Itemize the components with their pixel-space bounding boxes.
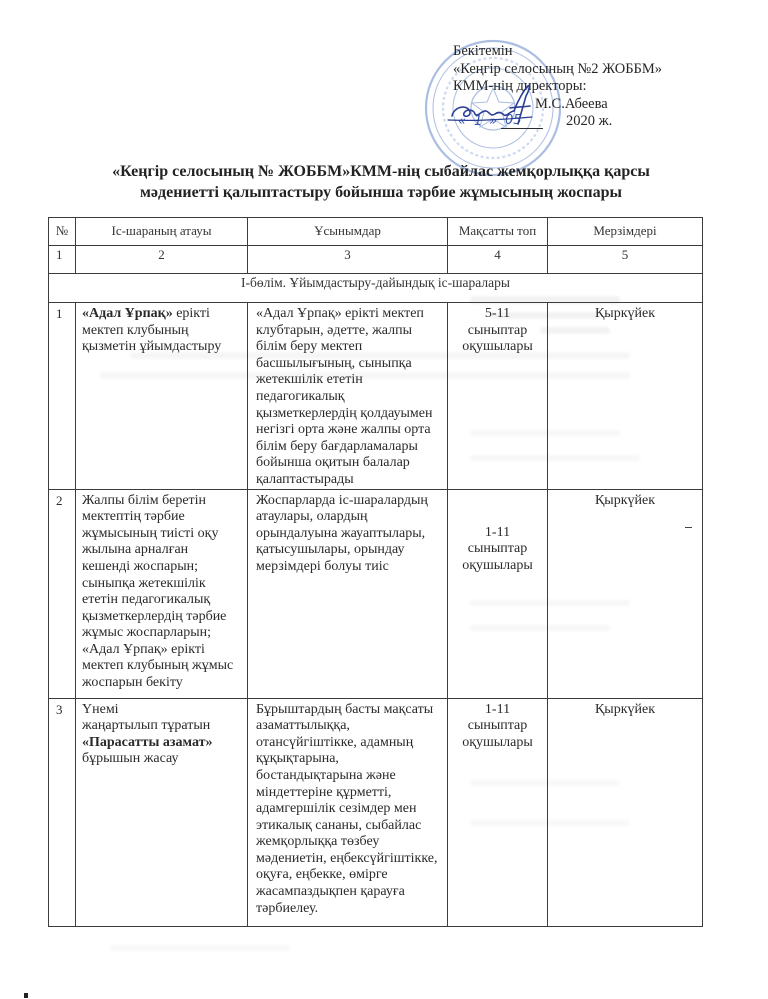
text-line: бойынша оқитын балалар [256,455,410,471]
approval-director-name: М.С.Абеева [535,95,608,112]
club-name-bold: «Адал Ұрпақ» [82,306,173,321]
text-line: 5-11 [484,306,511,321]
column-number: 1 [49,246,76,274]
text-line: жоспарын бекіту [82,675,183,691]
text-line: негізгі орта және жалпы орта [256,422,431,438]
text-line: бостандықтарына және [256,767,396,783]
text-line: сыныптар [467,322,528,338]
text-line: жасампаздықпен қарауға [256,884,405,900]
text-line: Жоспарларда іс-шаралардың [256,492,428,508]
row-number: 2 [49,489,76,698]
recommendation [248,489,448,698]
text-line: оқушылары [462,339,533,355]
date-day: 1 [474,114,483,130]
text-line: Үнемі [82,701,119,717]
text-line: сыныптар [467,541,528,557]
text-fragment: ерікті [172,306,210,321]
plan-table [48,217,703,927]
target-group [448,303,548,490]
approval-school: «Кеңгір селосының №2 ЖОББМ» [453,60,662,77]
column-number: 3 [248,246,448,274]
text-line: оқушылары [462,557,533,573]
text-line: мектеп клубының жұмыс [82,658,234,674]
text-line: атаулары, олардың [256,509,368,525]
text-line: азаматтылыққа, [256,718,350,734]
table-row [49,303,703,490]
deadline: Қыркүйек [548,303,703,490]
text-line: сыныпқа жетекшілік [82,575,206,591]
title-line-1: «Кеңгір селосының № ЖОББМ»КММ-нің сыбайлас жемқорлыққа қарсы [112,163,650,180]
text-line: бұрышын жасау [82,751,179,767]
deadline [548,489,703,698]
section-row [49,274,703,303]
text-line: білім беру бағдарламалары [256,438,418,454]
section-title: І-бөлім. Ұйымдастыру-дайындық іс-шаралары [49,274,703,303]
header-event-name: Іс-шараның атауы [76,218,248,246]
corner-name-bold: «Парасатты азамат» [82,734,213,750]
deadline: Қыркүйек [548,698,703,926]
column-number: 5 [548,246,703,274]
text-line [82,306,241,323]
text-line: қызметкерлердің тәрбие [82,608,227,624]
event-name [76,303,248,490]
text-line: қатысушылары, орындау [256,542,405,558]
deadline-text: Қыркүйек [594,492,656,508]
scan-mark [24,993,28,998]
text-line: «Адал Ұрпақ» ерікті [82,641,205,657]
text-line: қалаптастырады [256,471,354,487]
row-number: 1 [49,303,76,490]
table-row [49,489,703,698]
text-line: Бұрыштардың басты мақсаты [256,701,434,717]
text-line: 1-11 [484,701,511,717]
text-line: жетекшілік ететін [256,372,363,388]
title-line-2: мәдениетті қалыптастыру бойынша тәрбие жұмысының жоспары [140,184,622,201]
text-line: ететін педагогикалық [82,592,211,608]
text-line: оқушылары [462,734,533,750]
header-number: № [49,218,76,246]
text-line: мектеп клубының [82,322,189,338]
column-number: 2 [76,246,248,274]
text-line: сыныптар [467,718,528,734]
approval-heading: Бекітемін [453,43,513,59]
text-line: отансүйгіштікке, адамның [256,734,414,750]
text-line: жаңартылып тұратын [82,718,211,734]
event-name [76,698,248,926]
text-line: білім беру мектеп [256,339,363,355]
text-line: «Адал Ұрпақ» ерікті мектеп [256,306,424,321]
signature-icon [440,80,550,140]
target-group [448,698,548,926]
recommendation [248,698,448,926]
header-recommendations: Ұсынымдар [248,218,448,246]
text-line: мектептің тәрбие [82,509,185,525]
header-target-group: Мақсатты топ [448,218,548,246]
text-line: клубтарын, әдетте, жалпы [256,322,413,338]
column-number: 4 [448,246,548,274]
text-line: құқықтарына, [256,751,339,767]
text-line: адамгершілік сезімдер мен [256,801,417,817]
text-line: жылына арналған [82,542,189,558]
text-line: жұмысының тиісті оқу [82,525,219,541]
text-line: жұмыс жоспарларын; [82,625,212,641]
table-header-row [49,218,703,246]
text-line: оқуға, еңбекке, өмірге [256,867,388,883]
text-line: Жалпы білім беретін [82,492,207,508]
text-line: мәдениетін, еңбексүйгіштікке, [256,850,438,866]
text-line: педагогикалық [256,388,345,404]
document-title [0,161,762,203]
text-line: 1-11 [484,524,511,540]
text-line: мерзімдері болуы тиіс [256,558,389,574]
pen-mark [685,527,692,529]
date-month: 05 [501,112,543,129]
text-line: орындалуына жауаптылары, [256,525,426,541]
date-quote-close: » [489,114,498,130]
text-line: қызметкерлердің қолдауымен [256,405,433,421]
event-name [76,489,248,698]
text-line: қызметін ұйымдастыру [82,339,222,355]
row-number: 3 [49,698,76,926]
header-deadlines: Мерзімдері [548,218,703,246]
target-group [448,489,548,698]
text-line: тәрбиелеу. [256,900,319,916]
text-line: этикалық сананы, сыбайлас [256,817,422,833]
text-line: міндеттеріне құрметті, [256,784,392,800]
table-row [49,698,703,926]
date-quote-open: « [458,114,467,130]
text-line: кешенді жоспарын; [82,558,199,574]
date-year: 2020 ж. [566,113,613,130]
text-line: жемқорлыққа төзбеу [256,834,380,850]
recommendation [248,303,448,490]
column-number-row [49,246,703,274]
approval-position: КММ-нің директоры: [453,78,587,95]
text-line: басшылығының, сыныпқа [256,355,412,371]
